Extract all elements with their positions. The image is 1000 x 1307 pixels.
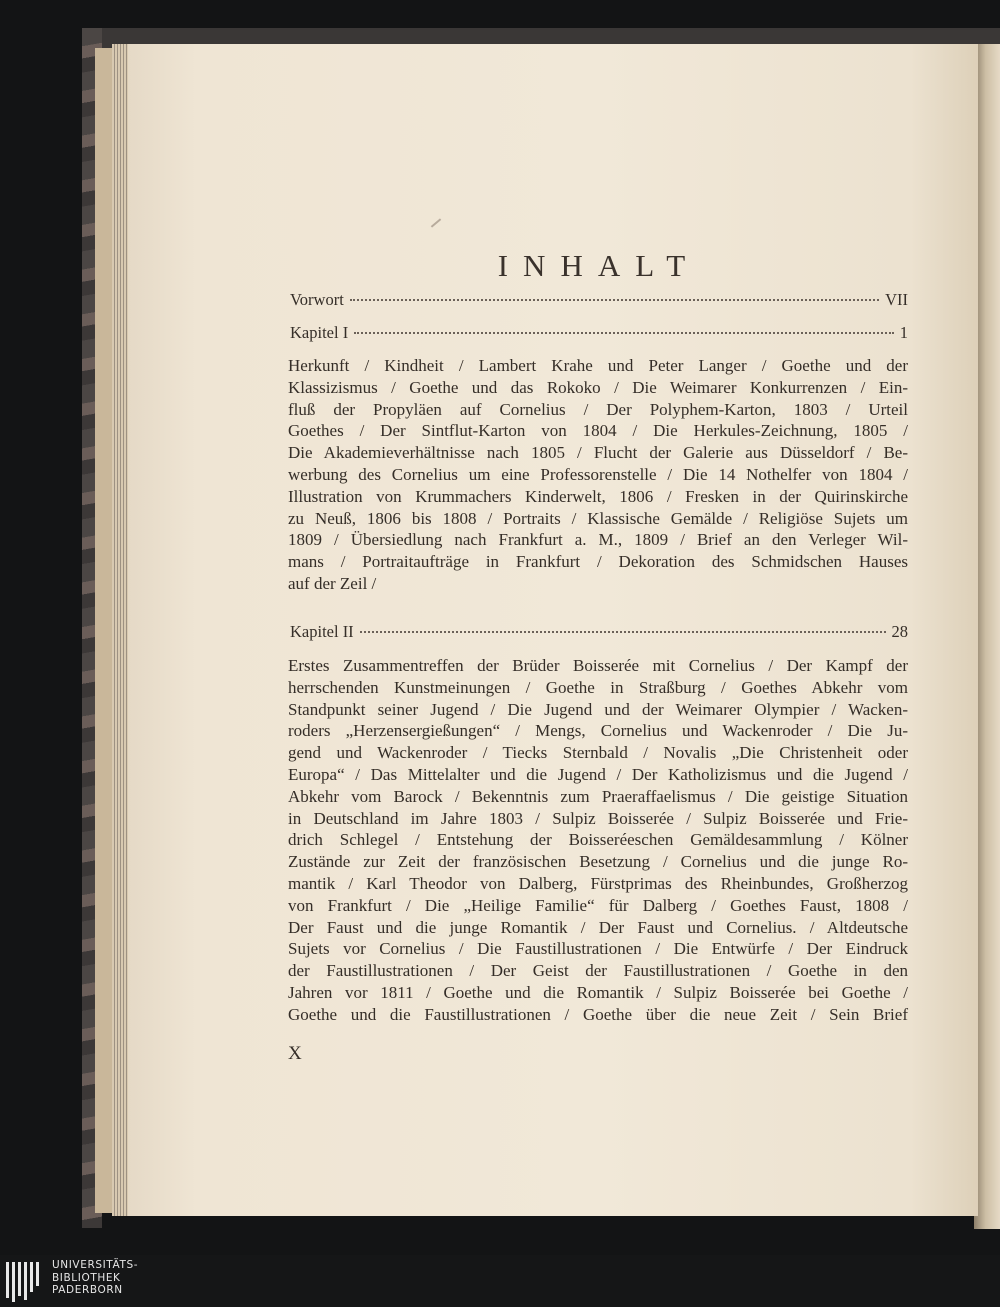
summary-line: Standpunkt seiner Jugend / Die Jugend und der Weimarer Olympier / Wacken- <box>288 699 908 719</box>
summary-line: Abkehr vom Barock / Bekenntnis zum Praeraffaelismus / Die geistige Situation <box>288 786 908 806</box>
summary-line: Jahren vor 1811 / Goethe und die Romantik / Sulpiz Boisserée bei Goethe / <box>288 982 908 1002</box>
summary-line: drich Schlegel / Entstehung der Boisseréeschen Gemäldesammlung / Kölner <box>288 830 908 850</box>
summary-line: Europa“ / Das Mittelalter und die Jugend / Der Katholizismus und die Jugend / <box>288 764 908 784</box>
summary-line: Sujets vor Cornelius / Die Faustillustrationen / Die Entwürfe / Der Eindruck <box>288 939 908 959</box>
toc-entry-kapitel-2 <box>290 622 908 642</box>
chapter-1-summary <box>288 355 908 595</box>
toc-entry-page: VII <box>885 290 908 309</box>
summary-line: Klassizismus / Goethe und das Rokoko / Die Weimarer Konkurrenzen / Ein- <box>288 377 908 397</box>
summary-line: Die Akademieverhältnisse nach 1805 / Flucht der Galerie aus Düsseldorf / Be- <box>288 443 908 463</box>
summary-line: der Faustillustrationen / Der Geist der Faustillustrationen / Goethe in den <box>288 961 908 981</box>
toc-entry-page: 28 <box>891 622 908 641</box>
library-name-line: UNIVERSITÄTS- <box>52 1259 139 1271</box>
summary-line: Illustration von Krummachers Kinderwelt, 1806 / Fresken in der Quirinskirche <box>288 486 908 506</box>
summary-line: Herkunft / Kindheit / Lambert Krahe und Peter Langer / Goethe und der <box>288 356 908 375</box>
summary-line: fluß der Propyläen auf Cornelius / Der Polyphem-Karton, 1803 / Urteil <box>288 399 908 419</box>
page-number: X <box>288 1043 302 1064</box>
summary-line: Zustände zur Zeit der französischen Besetzung / Cornelius und die junge Ro- <box>288 852 908 872</box>
summary-line: gend und Wackenroder / Tiecks Sternbald / Novalis „Die Christenheit oder <box>288 743 908 763</box>
summary-line: auf der Zeil / <box>288 573 377 593</box>
summary-line: herrschenden Kunstmeinungen / Goethe in Straßburg / Goethes Abkehr vom <box>288 677 908 697</box>
chapter-2-summary <box>288 655 908 1026</box>
summary-line: 1809 / Übersiedlung nach Frankfurt a. M., 1809 / Brief an den Verleger Wil- <box>288 530 908 550</box>
summary-line: Erstes Zusammentreffen der Brüder Boisserée mit Cornelius / Der Kampf der <box>288 656 908 675</box>
summary-line: Goethe und die Faustillustrationen / Goethe über die neue Zeit / Sein Brief <box>288 1004 908 1024</box>
library-logo-icon <box>6 1262 42 1302</box>
library-name-line: BIBLIOTHEK <box>52 1271 121 1284</box>
summary-line: werbung des Cornelius um eine Professorenstelle / Die 14 Nothelfer von 1804 / <box>288 464 908 484</box>
library-footer-bar <box>0 1255 1000 1307</box>
toc-entry-label: Kapitel I <box>290 323 349 342</box>
toc-entry-page: 1 <box>899 323 908 342</box>
page-heading: INHALT <box>497 248 701 283</box>
library-name <box>52 1259 138 1297</box>
toc-entry-vorwort <box>290 290 908 310</box>
summary-line: zu Neuß, 1806 bis 1808 / Portraits / Klassische Gemälde / Religiöse Sujets um <box>288 508 908 528</box>
summary-line: mans / Portraitaufträge in Frankfurt / Dekoration des Schmidschen Hauses <box>288 552 908 572</box>
toc-entry-label: Kapitel II <box>290 622 354 641</box>
toc-entry-label: Vorwort <box>290 290 344 309</box>
toc-leader-dots <box>360 631 886 633</box>
toc-leader-dots <box>354 332 894 334</box>
summary-line: roders „Herzensergießungen“ / Mengs, Cornelius und Wackenroder / Die Ju- <box>288 721 908 741</box>
summary-line: in Deutschland im Jahre 1803 / Sulpiz Boisserée / Sulpiz Boisserée und Frie- <box>288 808 908 828</box>
library-name-line: PADERBORN <box>52 1284 123 1296</box>
toc-entry-kapitel-1 <box>290 323 908 343</box>
summary-line: mantik / Karl Theodor von Dalberg, Fürstprimas des Rheinbundes, Großherzog <box>288 873 908 893</box>
summary-line: Der Faust und die junge Romantik / Der Faust und Cornelius. / Altdeutsche <box>288 917 908 937</box>
summary-line: von Frankfurt / Die „Heilige Familie“ für Dalberg / Goethes Faust, 1808 / <box>288 895 908 915</box>
toc-leader-dots <box>350 299 879 301</box>
summary-line: Goethes / Der Sintflut-Karton von 1804 / Die Herkules-Zeichnung, 1805 / <box>288 421 908 441</box>
